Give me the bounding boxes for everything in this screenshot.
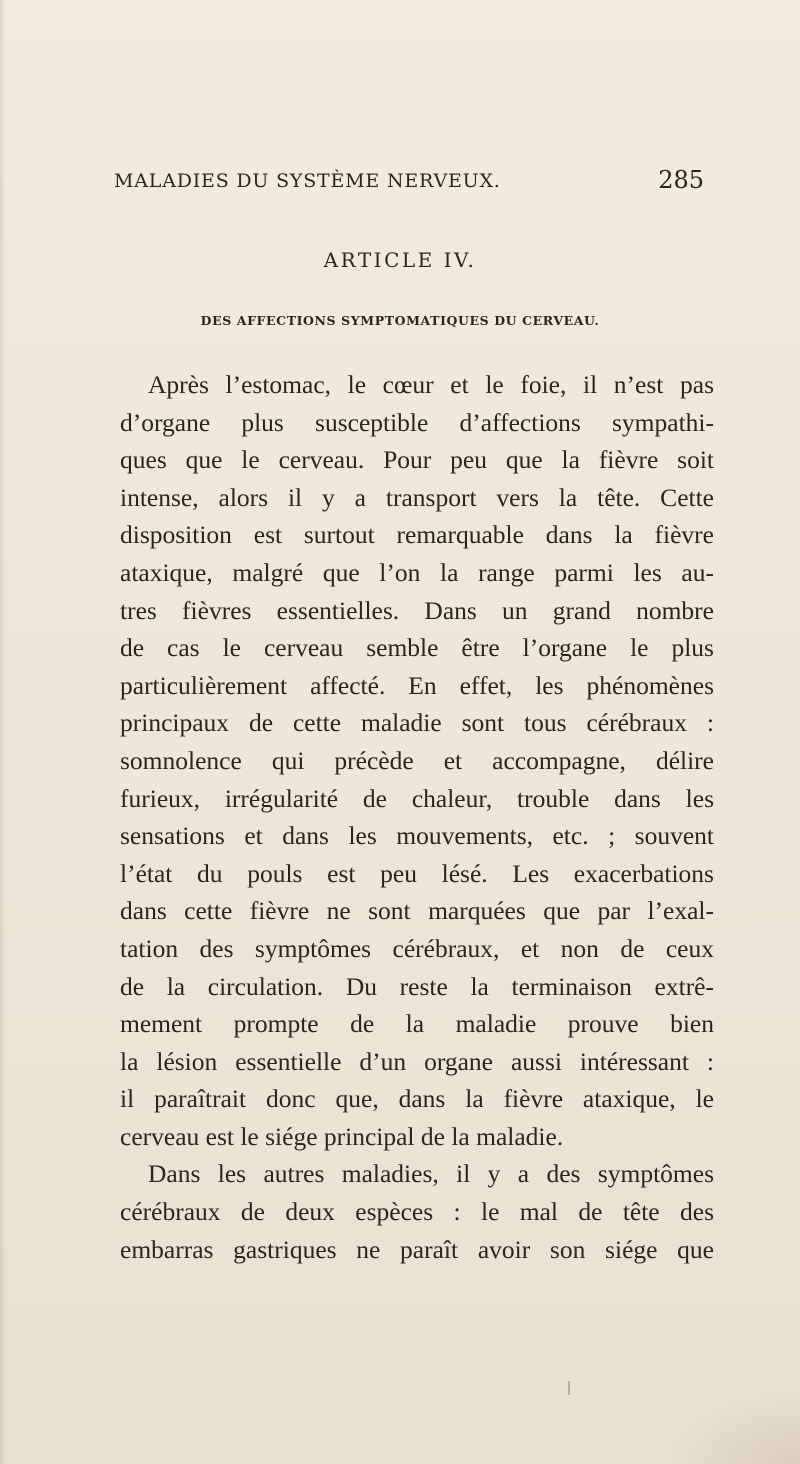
- text-line: ques que le cerveau. Pour peu que la fièvre soit: [120, 445, 714, 475]
- body-text: [120, 366, 714, 1268]
- text-line: tation des symptômes cérébraux, et non de ceux: [120, 933, 714, 963]
- text-line: embarras gastriques ne paraît avoir son siége que: [120, 1234, 714, 1264]
- text-line: sensations et dans les mouvements, etc. ; souvent: [120, 821, 714, 851]
- text-line: principaux de cette maladie sont tous cérébraux :: [120, 708, 714, 738]
- section-title: DES AFFECTIONS SYMPTOMATIQUES DU CERVEAU.: [200, 313, 600, 328]
- text-line: ataxique, malgré que l’on la range parmi les au-: [120, 557, 714, 587]
- text-line: disposition est surtout remarquable dans la fièvre: [120, 520, 714, 550]
- paper-speck: [568, 1381, 570, 1395]
- text-line: furieux, irrégularité de chaleur, trouble dans les: [120, 783, 714, 813]
- running-header: [114, 166, 704, 200]
- text-line: somnolence qui précède et accompagne, délire: [120, 745, 714, 775]
- text-line: il paraîtrait donc que, dans la fièvre ataxique, le: [120, 1084, 714, 1114]
- running-title: MALADIES DU SYSTÈME NERVEUX.: [114, 170, 501, 192]
- text-line: de la circulation. Du reste la terminaison extrê-: [120, 971, 714, 1001]
- text-line: d’organe plus susceptible d’affections sympathi-: [120, 407, 714, 437]
- text-line: mement prompte de la maladie prouve bien: [120, 1009, 714, 1039]
- text-line: de cas le cerveau semble être l’organe le plus: [120, 633, 714, 663]
- text-line: la lésion essentielle d’un organe aussi intéressant :: [120, 1046, 714, 1076]
- text-line: particulièrement affecté. En effet, les phénomènes: [120, 670, 714, 700]
- text-line: Après l’estomac, le cœur et le foie, il n’est pas: [148, 370, 714, 399]
- text-line: intense, alors il y a transport vers la tête. Cette: [120, 482, 714, 512]
- text-line: l’état du pouls est peu lésé. Les exacerbations: [120, 858, 714, 888]
- page-gutter-shadow: [0, 0, 6, 1464]
- article-heading: ARTICLE IV.: [323, 248, 477, 272]
- text-line: cérébraux de deux espèces : le mal de tête des: [120, 1197, 714, 1227]
- page-number: 285: [658, 166, 704, 194]
- text-line: cerveau est le siége principal de la maladie.: [120, 1121, 564, 1151]
- text-line: tres fièvres essentielles. Dans un grand nombre: [120, 595, 714, 625]
- text-line: Dans les autres maladies, il y a des symptômes: [148, 1159, 714, 1189]
- text-line: dans cette fièvre ne sont marquées que par l’exal-: [120, 896, 714, 926]
